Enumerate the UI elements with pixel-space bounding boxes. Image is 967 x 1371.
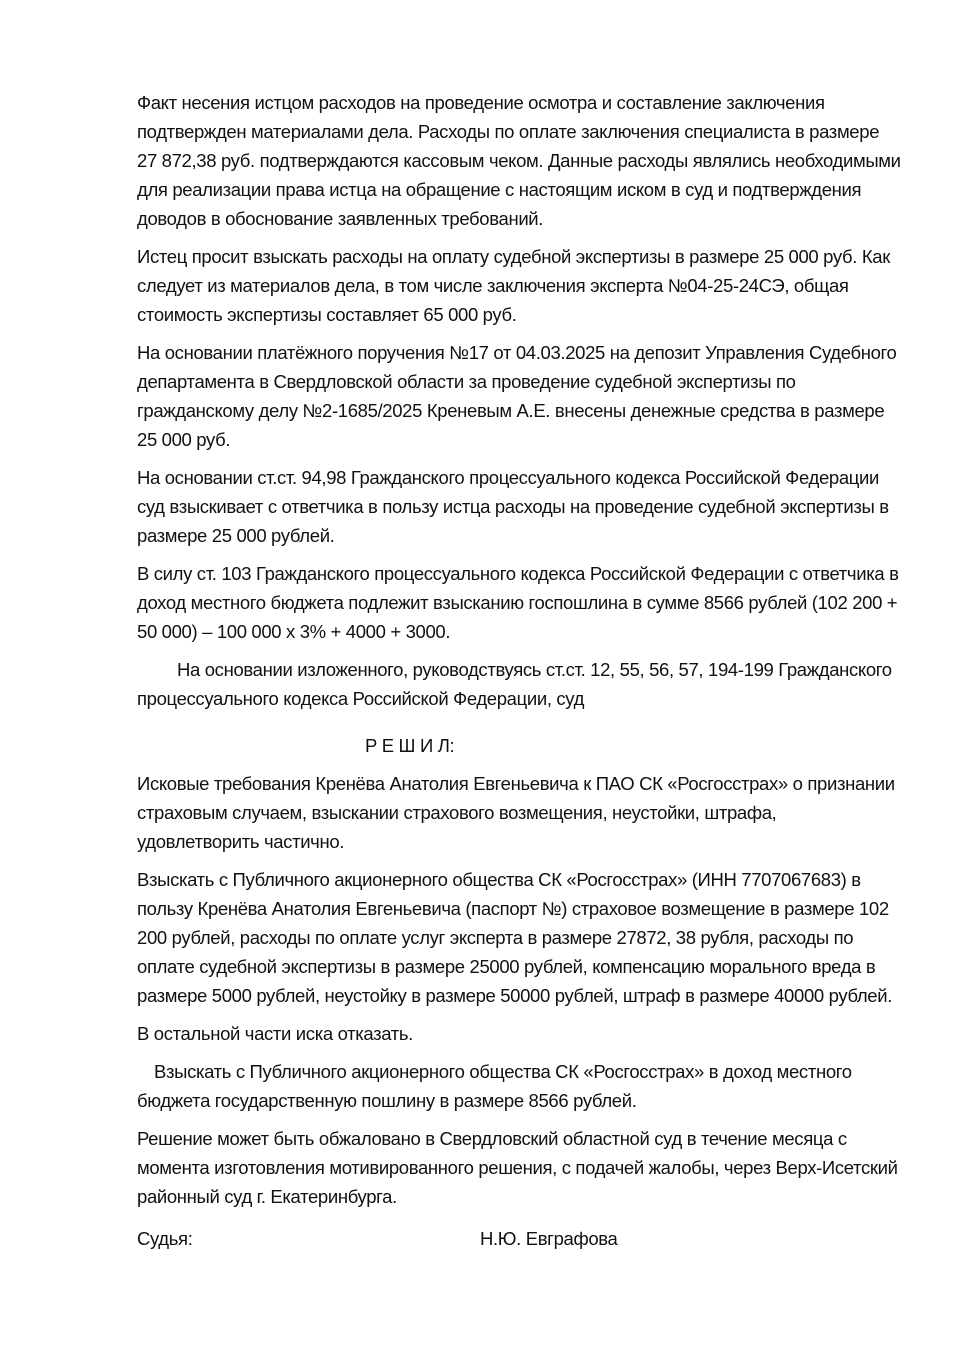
- expenses-fact-paragraph: Факт несения истцом расходов на проведение осмотра и составление заключения подтвержден материалами дела. Расходы по оплате заключения специалиста в размере 27 872,38 руб. подтверждаются кассовым чеком. Данные расходы являлись необходимыми для реализации права истца на обращение с настоящим иском в суд и подтверждения доводов в обоснование заявленных требований.: [137, 92, 901, 229]
- resolution-preamble-paragraph: На основании изложенного, руководствуясь ст.ст. 12, 55, 56, 57, 194-199 Гражданского процессуального кодекса Российской Федерации, суд: [137, 659, 892, 709]
- article-94-98-paragraph: На основании ст.ст. 94,98 Гражданского процессуального кодекса Российской Федерации суд взыскивает с ответчика в пользу истца расходы на проведение судебной экспертизы в размере 25 000 рублей.: [137, 467, 889, 546]
- resolution-heading: Р Е Ш И Л:: [365, 735, 455, 756]
- court-decision-page: [137, 88, 903, 1253]
- expertise-cost-paragraph: Истец просит взыскать расходы на оплату судебной экспертизы в размере 25 000 руб. Как следует из материалов дела, в том числе заключения эксперта №04-25-24СЭ, общая стоимость экспертизы составляет 65 000 руб.: [137, 246, 890, 325]
- judge-name: Н.Ю. Евграфова: [480, 1228, 618, 1249]
- appeal-procedure-paragraph: Решение может быть обжаловано в Свердловский областной суд в течение месяца с момента изготовления мотивированного решения, с подачей жалобы, через Верх-Исетский районный суд г. Екатеринбурга.: [137, 1128, 898, 1207]
- claims-partially-satisfied-paragraph: Исковые требования Кренёва Анатолия Евгеньевича к ПАО СК «Росгосстрах» о признании страховым случаем, взыскании страхового возмещения, неустойки, штрафа, удовлетворить частично.: [137, 773, 895, 852]
- state-duty-award-paragraph: Взыскать с Публичного акционерного общества СК «Росгосстрах» в доход местного бюджета государственную пошлину в размере 8566 рублей.: [137, 1061, 852, 1111]
- dismiss-rest-of-claim-paragraph: В остальной части иска отказать.: [137, 1023, 413, 1044]
- judge-label: Судья:: [137, 1228, 193, 1249]
- state-duty-calculation-paragraph: В силу ст. 103 Гражданского процессуального кодекса Российской Федерации с ответчика в доход местного бюджета подлежит взысканию госпошлина в сумме 8566 рублей (102 200 + 50 000) – 100 000 х 3% + 4000 + 3000.: [137, 563, 899, 642]
- payment-order-paragraph: На основании платёжного поручения №17 от 04.03.2025 на депозит Управления Судебного департамента в Свердловской области за проведение судебной экспертизы по гражданскому делу №2-1685/2025 Креневым А.Е. внесены денежные средства в размере 25 000 руб.: [137, 342, 897, 450]
- award-amounts-paragraph: Взыскать с Публичного акционерного общества СК «Росгосстрах» (ИНН 7707067683) в пользу Кренёва Анатолия Евгеньевича (паспорт №) страховое возмещение в размере 102 200 рублей, расходы по оплате услуг эксперта в размере 27872, 38 рубля, расходы по оплате судебной экспертизы в размере 25000 рублей, компенсацию морального вреда в размере 5000 рублей, неустойку в размере 50000 рублей, штраф в размере 40000 рублей.: [137, 869, 893, 1006]
- signature-row: [137, 1224, 903, 1253]
